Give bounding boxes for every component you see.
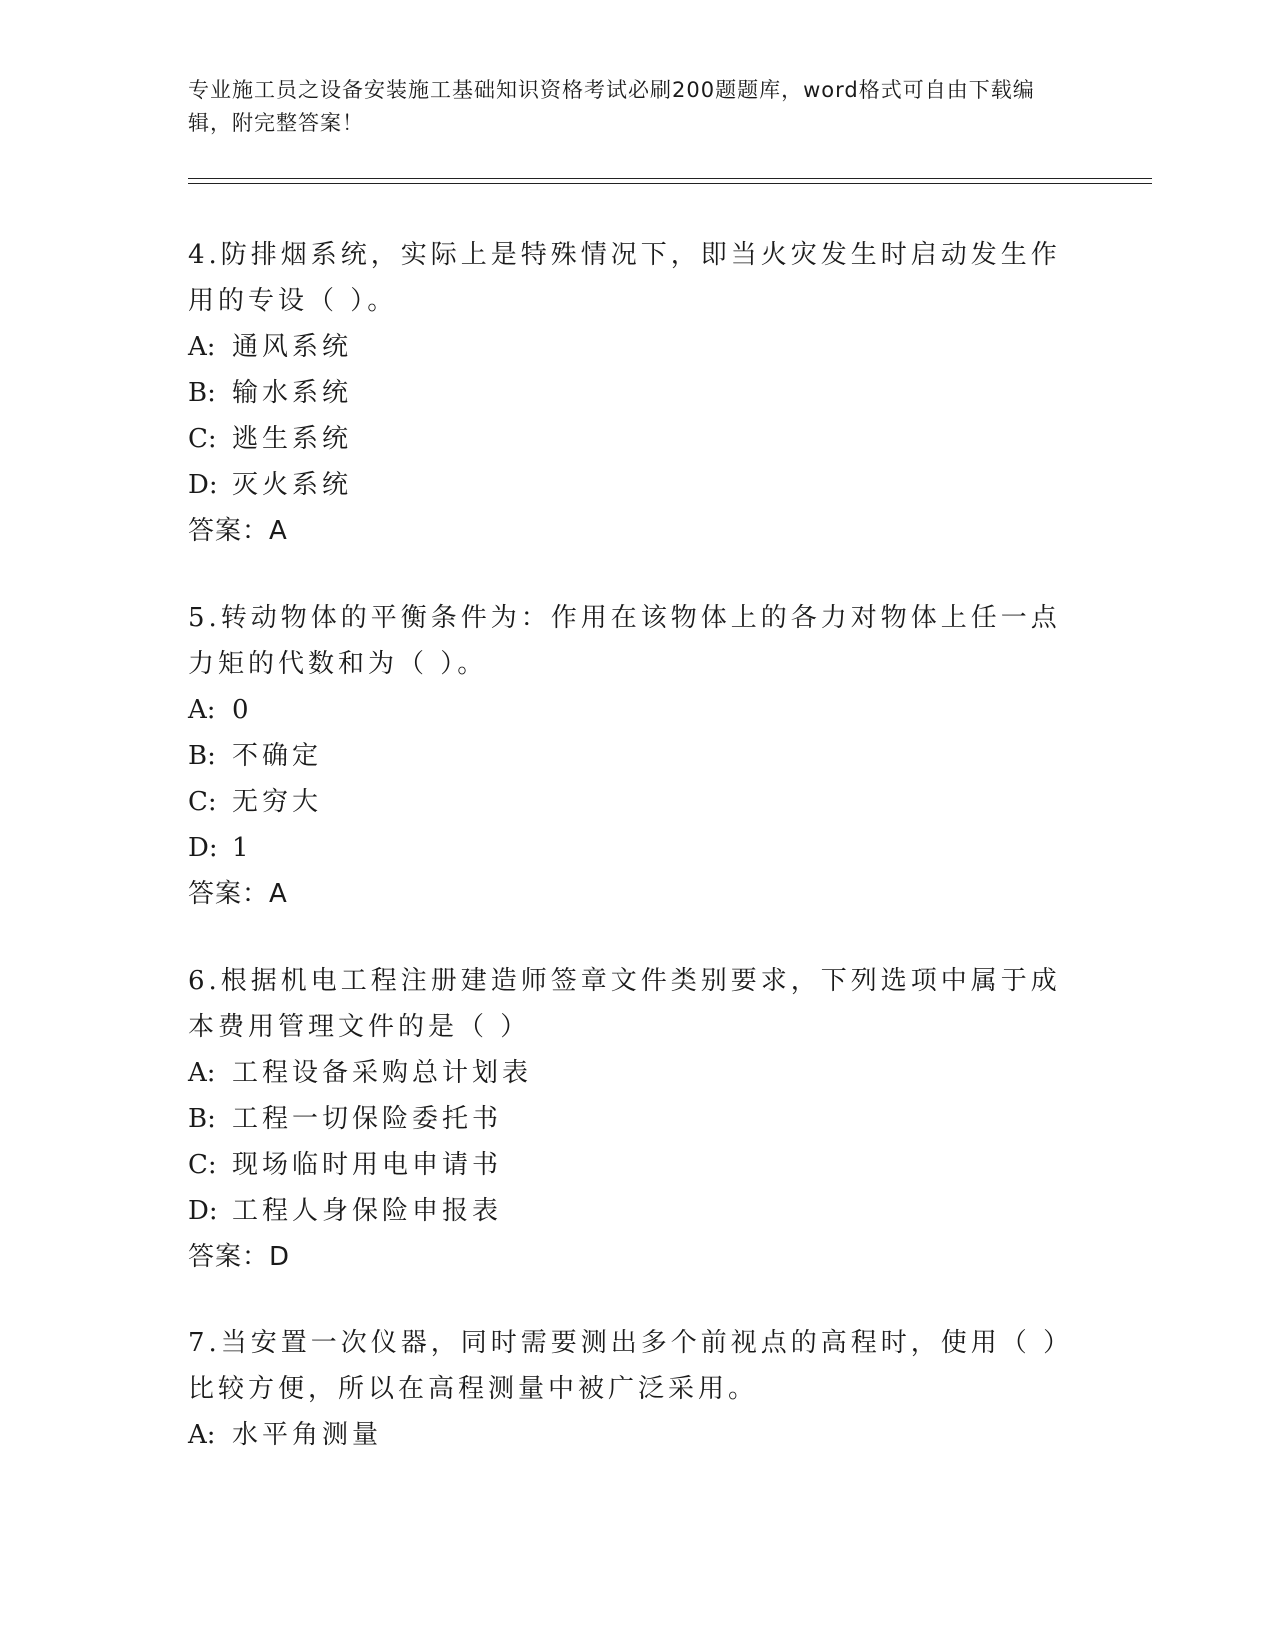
option-key: D: bbox=[188, 1196, 218, 1226]
document-header: 专业施工员之设备安装施工基础知识资格考试必刷200题题库，word格式可自由下载编辑，附完整答案！ bbox=[188, 78, 1035, 135]
option-key: A: bbox=[188, 695, 216, 725]
option-c bbox=[188, 779, 1068, 825]
option-b bbox=[188, 370, 1068, 416]
question-stem: 6.根据机电工程注册建造师签章文件类别要求，下列选项中属于成本费用管理文件的是（ ） bbox=[188, 966, 1061, 1042]
answer: 答案：D bbox=[188, 1242, 291, 1272]
option-text: 通风系统 bbox=[232, 332, 353, 362]
option-key: D: bbox=[188, 470, 218, 500]
option-key: A: bbox=[188, 1058, 216, 1088]
option-text: 工程一切保险委托书 bbox=[232, 1104, 503, 1134]
option-text: 工程人身保险申报表 bbox=[232, 1196, 503, 1226]
option-d bbox=[188, 1188, 1068, 1234]
option-b bbox=[188, 1096, 1068, 1142]
question-stem: 7.当安置一次仪器，同时需要测出多个前视点的高程时，使用（ ）比较方便，所以在高程测量中被广泛采用。 bbox=[188, 1328, 1061, 1404]
option-key: B: bbox=[188, 378, 216, 408]
option-key: B: bbox=[188, 1104, 216, 1134]
option-key: C: bbox=[188, 1150, 217, 1180]
option-text: 无穷大 bbox=[232, 787, 323, 817]
question-4 bbox=[188, 232, 1068, 554]
question-6 bbox=[188, 958, 1068, 1280]
question-stem: 5.转动物体的平衡条件为：作用在该物体上的各力对物体上任一点力矩的代数和为（ ）。 bbox=[188, 603, 1061, 679]
option-text: 1 bbox=[232, 833, 253, 863]
option-a bbox=[188, 687, 1068, 733]
option-text: 水平角测量 bbox=[232, 1420, 383, 1450]
option-d bbox=[188, 825, 1068, 871]
option-key: A: bbox=[188, 1420, 216, 1450]
question-5 bbox=[188, 595, 1068, 917]
question-stem: 4.防排烟系统，实际上是特殊情况下，即当火灾发生时启动发生作用的专设（ ）。 bbox=[188, 240, 1061, 316]
answer: 答案：A bbox=[188, 879, 288, 909]
option-c bbox=[188, 416, 1068, 462]
option-c bbox=[188, 1142, 1068, 1188]
option-text: 工程设备采购总计划表 bbox=[232, 1058, 533, 1088]
answer: 答案：A bbox=[188, 516, 288, 546]
option-text: 不确定 bbox=[232, 741, 323, 771]
header-divider-bottom bbox=[188, 183, 1152, 184]
question-7 bbox=[188, 1320, 1068, 1458]
option-key: B: bbox=[188, 741, 216, 771]
option-text: 输水系统 bbox=[232, 378, 353, 408]
option-a bbox=[188, 324, 1068, 370]
option-d bbox=[188, 462, 1068, 508]
option-key: C: bbox=[188, 424, 217, 454]
option-a bbox=[188, 1050, 1068, 1096]
option-text: 灭火系统 bbox=[232, 470, 353, 500]
header-divider-top bbox=[188, 178, 1152, 179]
option-b bbox=[188, 733, 1068, 779]
option-text: 逃生系统 bbox=[232, 424, 353, 454]
option-key: A: bbox=[188, 332, 216, 362]
option-a bbox=[188, 1412, 1068, 1458]
option-key: D: bbox=[188, 833, 218, 863]
option-text: 0 bbox=[232, 695, 253, 725]
option-key: C: bbox=[188, 787, 217, 817]
option-text: 现场临时用电申请书 bbox=[232, 1150, 503, 1180]
